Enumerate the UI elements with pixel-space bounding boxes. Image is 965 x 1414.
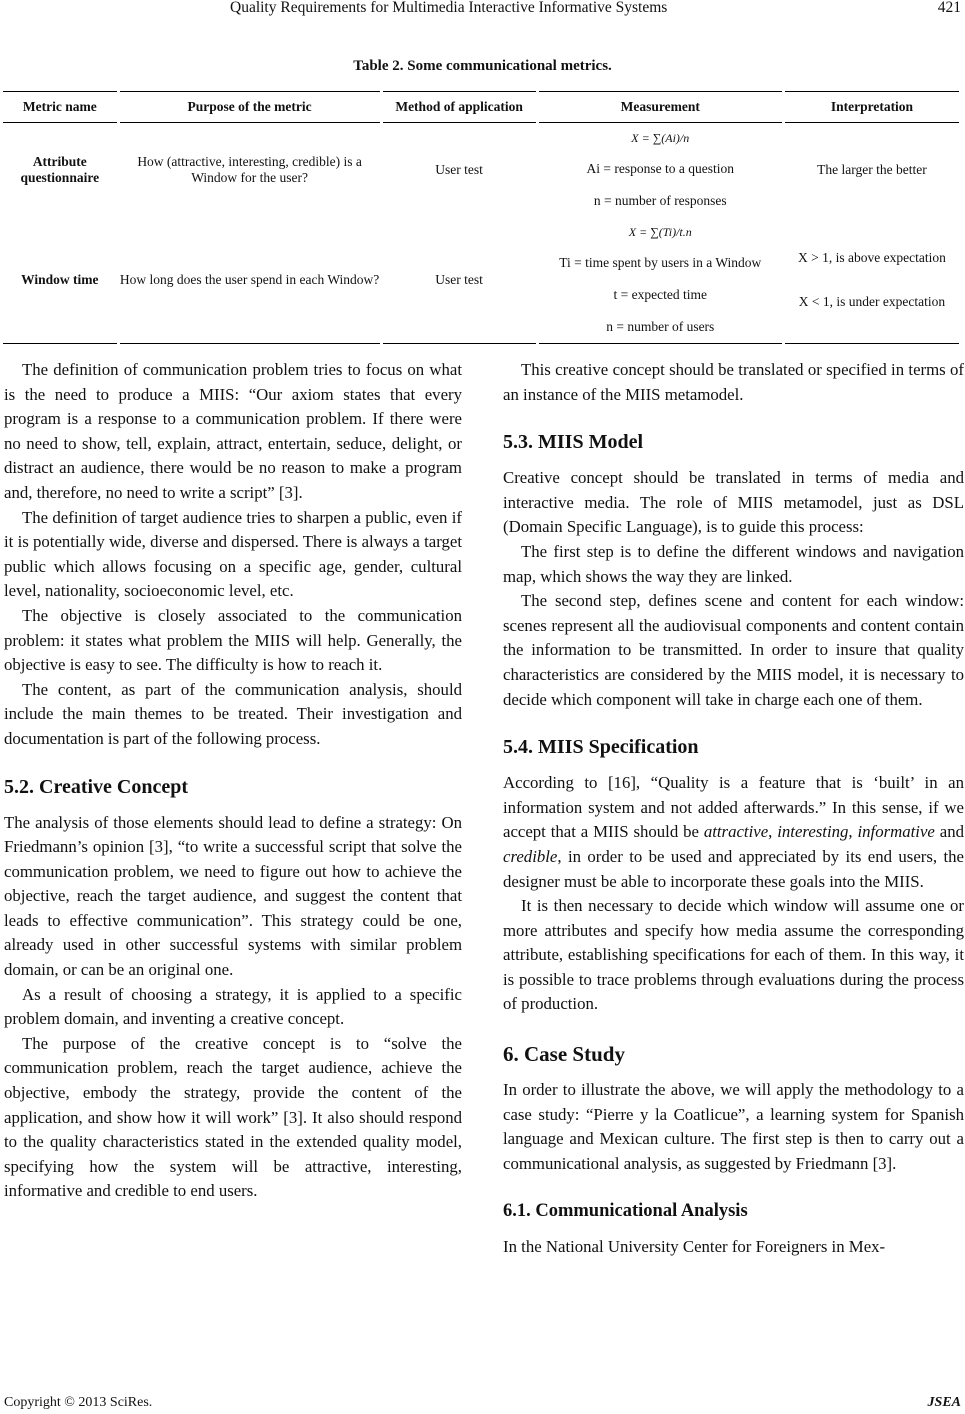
paragraph: As a result of choosing a strategy, it is applied to a specific problem domain, and inventing a creative concept. <box>4 984 462 1029</box>
running-title: Quality Requirements for Multimedia Interactive Informative Systems <box>230 0 668 16</box>
method-cell: User test <box>383 217 536 344</box>
page-number: 421 <box>937 0 961 16</box>
formula: X = ∑(Ti)/t.n <box>628 225 692 239</box>
left-column <box>4 358 462 1204</box>
table-caption: Table 2. Some communicational metrics. <box>353 58 612 74</box>
measurement-line: Ti = time spent by users in a Window <box>559 255 762 270</box>
subsection-heading: 6.1. Communicational Analysis <box>503 1201 748 1222</box>
paragraph: In the National University Center for Foreigners in Mex- <box>503 1237 886 1257</box>
italic-term: interesting <box>777 822 849 842</box>
paragraph: The definition of target audience tries to sharpen a public, even if it is potentially wide, diverse and dispersed. There is always a target public which allows focusing on a specific age, gender, cultural level, nationality, socioeconomic level, etc. <box>4 507 462 601</box>
table-row <box>3 217 959 344</box>
formula: X = ∑(Ai)/n <box>631 131 690 145</box>
italic-term: credible <box>503 846 558 866</box>
metric-name-cell: Window time <box>3 217 117 344</box>
paragraph: The first step is to define the different windows and navigation map, which shows the way they are linked. <box>503 541 964 586</box>
paragraph: The definition of communication problem tries to focus on what is the need to produce a MIIS: “Our axiom states that every program is a response to a communication problem. If there were no need to show, tell, explain, attract, entertain, seduce, delight, or distract an audience, there would be no reason to make a program and, therefore, no need to write a script” [3]. <box>4 360 462 502</box>
paragraph: The analysis of those elements should lead to define a strategy: On Friedmann’s opinion [3], “to write a successful script that solve the communication problem, we need to figure out how to achieve the objective, reach the target audience, and suggest the content that leads to effective communication”. This strategy could be one, already used in other successful systems with similar problem domain, or can be an original one. <box>4 812 462 980</box>
interpretation-cell <box>785 217 959 344</box>
paragraph: The content, as part of the communication analysis, should include the main themes to be treated. Their investigation and documentation is part of the following process. <box>4 679 462 748</box>
measurement-line: n = number of responses <box>593 193 727 208</box>
paragraph: In order to illustrate the above, we will apply the methodology to a case study: “Pierre y la Coatlicue”, a learning system for Spanish language and Mexican culture. The first step is then to carry out a communicational analysis, as suggested by Friedmann [3]. <box>503 1080 964 1173</box>
purpose-cell: How (attractive, interesting, credible) is a Window for the user? <box>137 154 362 185</box>
header-interpretation: Interpretation <box>785 91 959 123</box>
table-header-row <box>3 91 959 123</box>
paragraph: Creative concept should be translated in terms of media and interactive media. The role of MIIS metamodel, just as DSL (Domain Specific Language), is to guide this process: <box>503 468 964 537</box>
section-heading: 5.2. Creative Concept <box>4 775 189 798</box>
measurement-cell <box>539 217 782 344</box>
copyright: Copyright © 2013 SciRes. <box>4 1395 153 1410</box>
right-column <box>503 358 964 1260</box>
text-run: , in order to be used and appreciated by its end users, the designer must be able to incorporate these goals into the MIIS. <box>503 846 964 891</box>
measurement-cell <box>539 123 782 217</box>
header-method: Method of application <box>383 91 536 123</box>
italic-term: informative <box>857 822 935 842</box>
metrics-table <box>0 91 962 344</box>
page-header <box>0 0 965 22</box>
header-metric-name: Metric name <box>3 91 117 123</box>
paragraph <box>503 771 964 894</box>
measurement-line: n = number of users <box>606 319 715 334</box>
paragraph: The objective is closely associated to the communication problem: it states what problem the MIIS will help. Generally, the objective is easy to see. The difficulty is how to reach it. <box>4 605 462 675</box>
text-run: and <box>934 822 964 842</box>
italic-term: attractive <box>703 822 769 842</box>
section-heading: 5.4. MIIS Specification <box>503 736 699 759</box>
measurement-line: Ai = response to a question <box>586 161 734 176</box>
paragraph: It is then necessary to decide which window will assume one or more attributes and specify how media assume the corresponding attribute, establishing specifications for each of them. In this way, it is possible to trace problems through evaluations during the process of production. <box>503 896 964 1014</box>
section-heading: 5.3. MIIS Model <box>503 431 643 454</box>
interpretation-line: X > 1, is above expectation <box>798 250 946 265</box>
interpretation-cell: The larger the better <box>817 162 927 177</box>
method-cell: User test <box>435 162 483 177</box>
text-run: According to [16], “Quality is a feature that is ‘built’ in an information system and not added afterwards.” In this sense, if we accept that a MIIS should be <box>503 773 964 842</box>
interpretation-line: X < 1, is under expectation <box>798 294 946 309</box>
paragraph: The purpose of the creative concept is to “solve the communication problem, reach the target audience, achieve the objective, embody the strategy, provide the content of the application, and show how it will work” [3]. It also should respond to the quality characteristics stated in the extended quality model, specifying how the system will be attractive, interesting, informative and credible to end users. <box>4 1033 462 1201</box>
paragraph: This creative concept should be translated or specified in terms of an instance of the MIIS metamodel. <box>503 360 964 404</box>
journal-name: JSEA <box>927 1395 961 1410</box>
metric-name-cell: Attribute questionnaire <box>20 154 100 185</box>
section-heading: 6. Case Study <box>503 1042 625 1067</box>
text-run: , <box>768 822 778 842</box>
measurement-line: t = expected time <box>613 287 707 302</box>
text-run: , <box>848 822 858 842</box>
paragraph: The second step, defines scene and content for each window: scenes represent all the audiovisual components and content contain the information to be transmitted. In order to insure that quality characteristics are considered by the MIIS model, it is necessary to decide which component will take in charge each one of them. <box>503 591 964 709</box>
purpose-cell: How long does the user spend in each Window? <box>120 217 380 344</box>
table-row <box>3 123 959 217</box>
header-purpose: Purpose of the metric <box>120 91 380 123</box>
header-measurement: Measurement <box>539 91 782 123</box>
